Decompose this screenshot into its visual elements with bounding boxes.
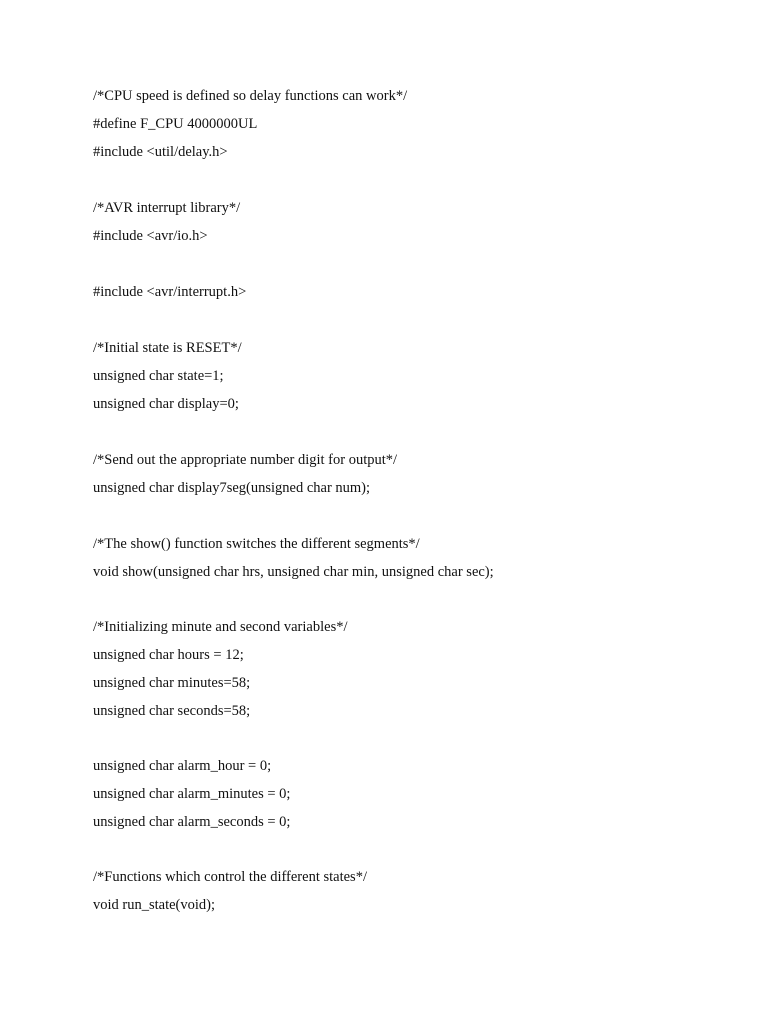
code-seconds-variable: unsigned char seconds=58; <box>93 703 251 719</box>
code-comment-show-function: /*The show() function switches the different segments*/ <box>93 536 420 552</box>
code-run-state-prototype: void run_state(void); <box>93 897 216 913</box>
code-show-prototype: void show(unsigned char hrs, unsigned char min, unsigned char sec); <box>93 564 494 580</box>
code-comment-cpu-speed: /*CPU speed is defined so delay functions can work*/ <box>93 88 408 104</box>
code-state-variable: unsigned char state=1; <box>93 368 224 384</box>
code-display-variable: unsigned char display=0; <box>93 396 239 412</box>
code-include-io: #include <avr/io.h> <box>93 228 208 244</box>
code-comment-initial-state: /*Initial state is RESET*/ <box>93 340 242 356</box>
code-alarm-minutes-variable: unsigned char alarm_minutes = 0; <box>93 786 291 802</box>
code-comment-state-functions: /*Functions which control the different states*/ <box>93 869 367 885</box>
code-comment-send-digit: /*Send out the appropriate number digit for output*/ <box>93 452 398 468</box>
code-minutes-variable: unsigned char minutes=58; <box>93 675 251 691</box>
code-include-delay: #include <util/delay.h> <box>93 144 228 160</box>
code-include-interrupt: #include <avr/interrupt.h> <box>93 284 247 300</box>
code-hours-variable: unsigned char hours = 12; <box>93 647 244 663</box>
code-alarm-hour-variable: unsigned char alarm_hour = 0; <box>93 758 272 774</box>
code-alarm-seconds-variable: unsigned char alarm_seconds = 0; <box>93 814 291 830</box>
code-display7seg-prototype: unsigned char display7seg(unsigned char num); <box>93 480 371 496</box>
code-comment-avr-interrupt: /*AVR interrupt library*/ <box>93 200 241 216</box>
code-comment-initializing: /*Initializing minute and second variables*/ <box>93 619 348 635</box>
code-define-fcpu: #define F_CPU 4000000UL <box>93 116 258 132</box>
